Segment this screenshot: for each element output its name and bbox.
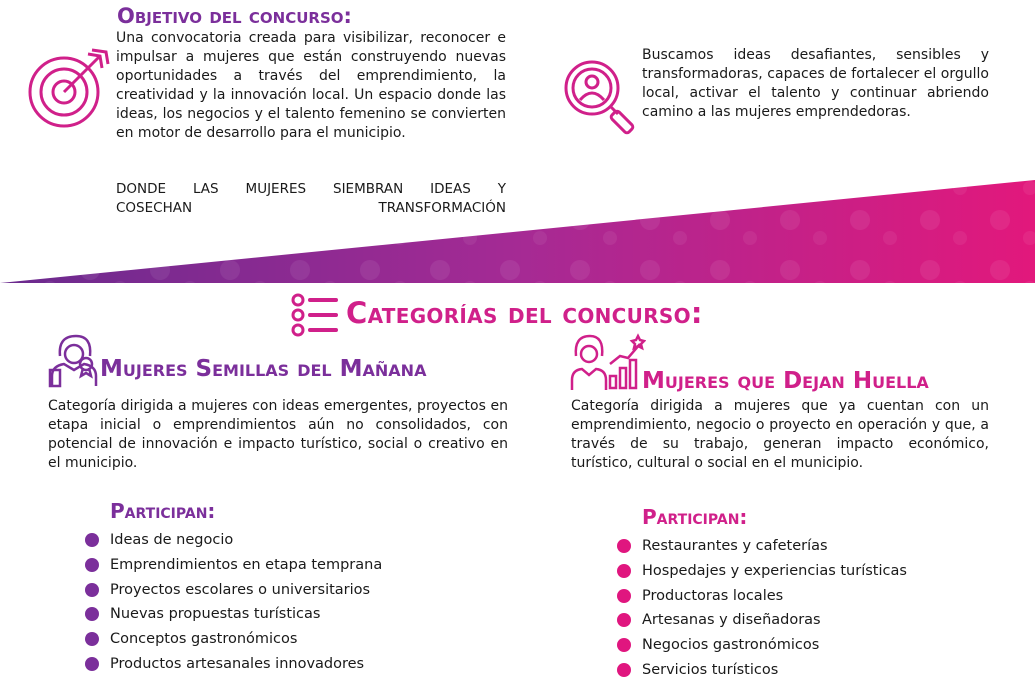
categories-title: Categorías del concurso: xyxy=(346,296,703,330)
list-item: Restaurantes y cafeterías xyxy=(617,536,907,561)
list-item: Hospedajes y experiencias turísticas xyxy=(617,561,907,586)
category-right-participants-list xyxy=(617,536,907,685)
category-left-title: Mujeres Semillas del Mañana xyxy=(100,356,427,382)
list-item: Nuevas propuestas turísticas xyxy=(85,604,382,629)
list-icon xyxy=(290,292,340,338)
slogan-line-1: DONDE LAS MUJERES SIEMBRAN IDEAS Y xyxy=(116,181,506,197)
category-left-participants-list xyxy=(85,530,382,679)
list-item: Servicios turísticos xyxy=(617,660,907,685)
list-item: Negocios gastronómicos xyxy=(617,635,907,660)
search-person-icon xyxy=(562,58,640,140)
list-item: Artesanas y diseñadoras xyxy=(617,610,907,635)
list-item: Productos artesanales innovadores xyxy=(85,654,382,679)
category-right-description: Categoría dirigida a mujeres que ya cuentan con un emprendimiento, negocio o proyecto en operación y que, a través de su trabajo, generan impacto económico, turístico, cultural o social en el municipio. xyxy=(571,398,989,471)
objective-title: Objetivo del concurso: xyxy=(117,4,352,28)
objective-slogan xyxy=(116,180,506,218)
list-item: Emprendimientos en etapa temprana xyxy=(85,555,382,580)
objective-text: Una convocatoria creada para visibilizar, reconocer e impulsar a mujeres que están construyendo nuevas oportunidades a través del emprendimiento, la creatividad y la innovación local. Un espacio donde las ideas, los negocios y el talento femenino se convierten en motor de desarrollo para el municipio. xyxy=(116,30,506,141)
category-left-description: Categoría dirigida a mujeres con ideas emergentes, proyectos en etapa inicial o emprendimientos aún no consolidados, con potencial de innovación e impacto turístico, social o creativo en el municipio. xyxy=(48,398,508,471)
woman-growth-chart-icon xyxy=(570,332,646,392)
slogan-line-2: COSECHAN TRANSFORMACIÓN xyxy=(116,200,506,216)
woman-award-icon xyxy=(48,332,100,388)
list-item: Conceptos gastronómicos xyxy=(85,629,382,654)
vision-text: Buscamos ideas desafiantes, sensibles y transformadoras, capaces de fortalecer el orgullo local, activar el talento y continuar abriendo camino a las mujeres emprendedoras. xyxy=(642,47,989,120)
list-item: Proyectos escolares o universitarios xyxy=(85,580,382,605)
category-right-participants-title: Participan: xyxy=(642,505,748,529)
category-left-participants-title: Participan: xyxy=(110,499,216,523)
list-item: Ideas de negocio xyxy=(85,530,382,555)
target-icon xyxy=(22,42,114,134)
list-item: Productoras locales xyxy=(617,586,907,611)
category-right-title: Mujeres que Dejan Huella xyxy=(642,368,929,394)
